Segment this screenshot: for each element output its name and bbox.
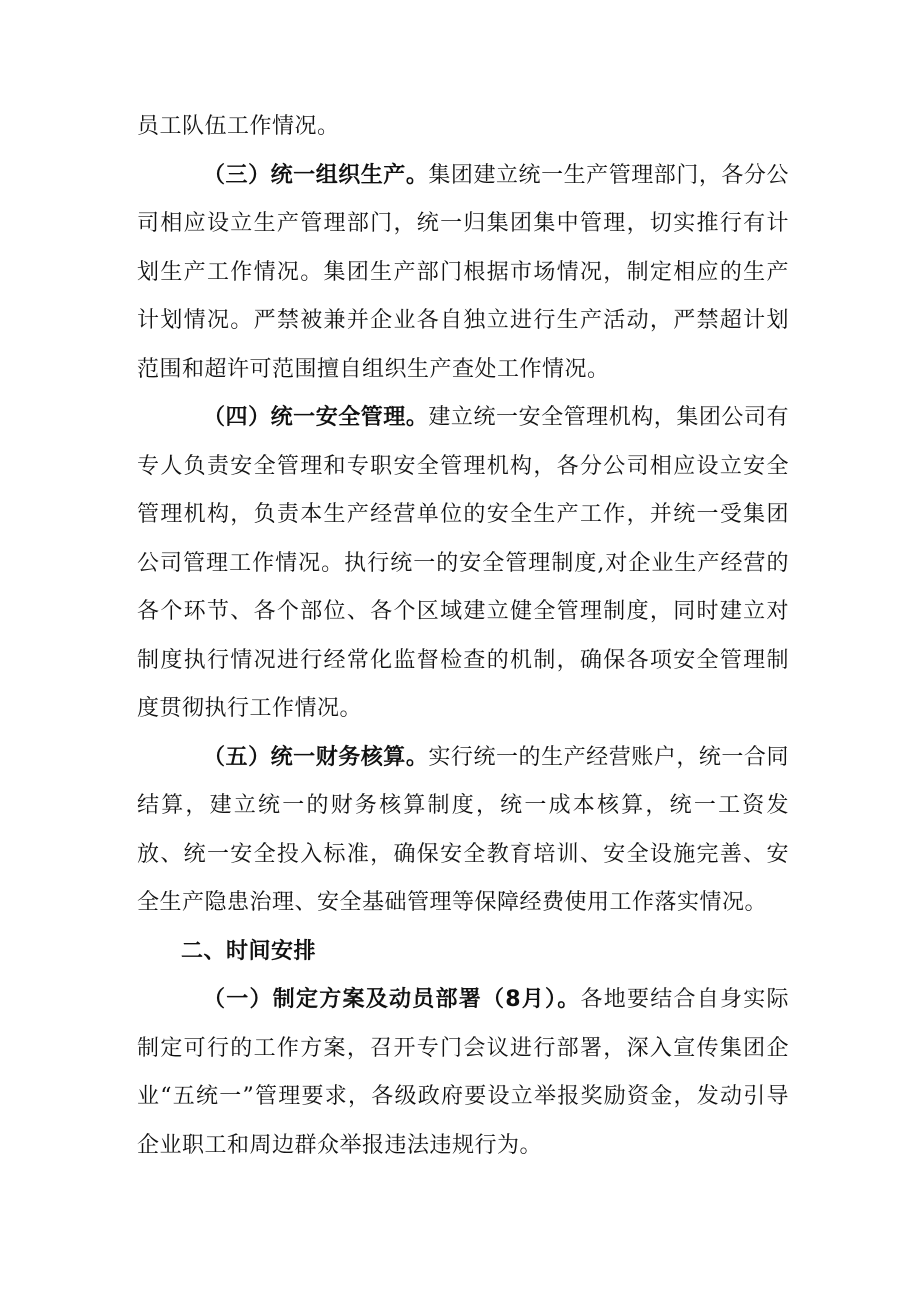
- section-4-paragraph: [137, 394, 789, 734]
- schedule-item-1-lead: （一）制定方案及动员部署（8月）。: [203, 987, 581, 1012]
- section-4-lead: （四）统一安全管理。: [203, 405, 429, 430]
- section-heading-schedule: 二、时间安排: [181, 938, 317, 964]
- section-3-paragraph: [137, 152, 789, 395]
- section-5-body: 实行统一的生产经营账户，统一合同结算，建立统一的财务核算制度，统一成本核算，统一工资发放、统一安全投入标准，确保安全教育培训、安全设施完善、安全生产隐患治理、安全基础管理等保障经费使用工作落实情况。: [137, 744, 789, 915]
- document-body: [137, 103, 789, 1170]
- section-5-lead: （五）统一财务核算。: [203, 744, 429, 770]
- section-4-body: 建立统一安全管理机构，集团公司有专人负责安全管理和专职安全管理机构，各分公司相应设立安全管理机构，负责本生产经营单位的安全生产工作，并统一受集团公司管理工作情况。执行统一的安全管理制度,对企业生产经营的各个环节、各个部位、各个区域建立健全管理制度，同时建立对制度执行情况进行经常化监督检查的机制，确保各项安全管理制度贯彻执行工作情况。: [137, 405, 789, 721]
- schedule-item-1-body: 各地要结合自身实际制定可行的工作方案，召开专门会议进行部署，深入宣传集团企业“五统一”管理要求，各级政府要设立举报奖励资金，发动引导企业职工和周边群众举报违法违规行为。: [137, 987, 789, 1158]
- section-3-lead: （三）统一组织生产。: [203, 162, 429, 188]
- continuation-paragraph: 员工队伍工作情况。: [137, 114, 340, 139]
- schedule-item-1-paragraph: [137, 976, 789, 1170]
- section-5-paragraph: [137, 734, 789, 928]
- section-3-body: 集团建立统一生产管理部门，各分公司相应设立生产管理部门，统一归集团集中管理，切实推行有计划生产工作情况。集团生产部门根据市场情况，制定相应的生产计划情况。严禁被兼并企业各自独立进行生产活动，严禁超计划范围和超许可范围擅自组织生产查处工作情况。: [137, 162, 789, 382]
